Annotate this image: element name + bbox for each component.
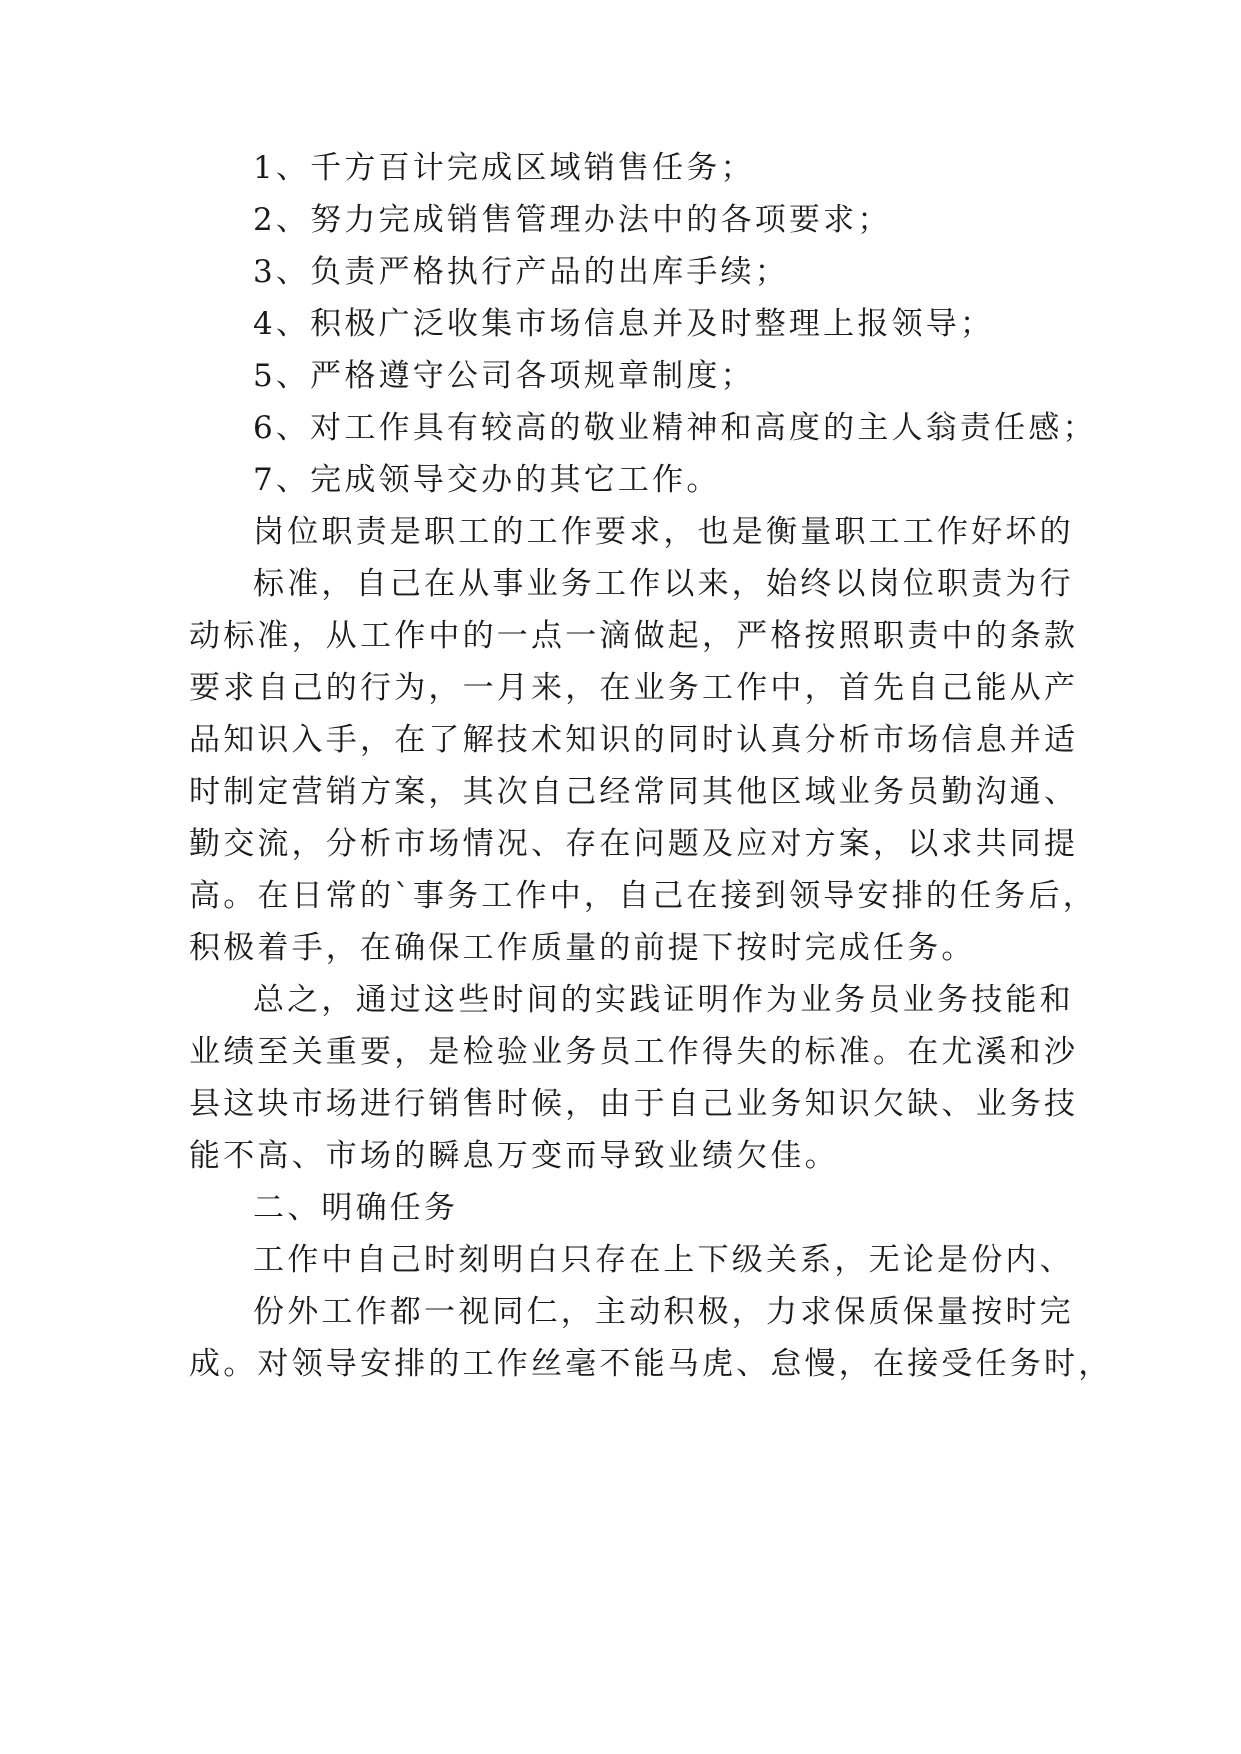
list-item-7: 7、完成领导交办的其它工作。	[253, 462, 721, 498]
paragraph-line: 勤交流，分析市场情况、存在问题及应对方案，以求共同提	[189, 826, 1079, 862]
list-item-2: 2、努力完成销售管理办法中的各项要求；	[253, 202, 892, 238]
paragraph-line: 品知识入手，在了解技术知识的同时认真分析市场信息并适	[189, 722, 1079, 758]
paragraph-line: 动标准，从工作中的一点一滴做起，严格按照职责中的条款	[189, 618, 1079, 654]
paragraph-line: 县这块市场进行销售时候，由于自己业务知识欠缺、业务技	[189, 1086, 1079, 1122]
paragraph-line: 份外工作都一视同仁，主动积极，力求保质保量按时完	[253, 1294, 1074, 1330]
section-heading: 二、明确任务	[253, 1190, 459, 1226]
paragraph-line: 成。对领导安排的工作丝毫不能马虎、怠慢，在接受任务时，	[189, 1346, 1113, 1382]
list-item-6: 6、对工作具有较高的敬业精神和高度的主人翁责任感；	[253, 410, 1097, 446]
list-item-5: 5、严格遵守公司各项规章制度；	[253, 358, 755, 394]
list-item-4: 4、积极广泛收集市场信息并及时整理上报领导；	[253, 306, 995, 342]
paragraph-line: 能不高、市场的瞬息万变而导致业绩欠佳。	[189, 1138, 839, 1174]
paragraph-line: 标准，自己在从事业务工作以来，始终以岗位职责为行	[253, 566, 1074, 602]
paragraph-line: 积极着手，在确保工作质量的前提下按时完成任务。	[189, 930, 976, 966]
paragraph-line: 时制定营销方案，其次自己经常同其他区域业务员勤沟通、	[189, 774, 1079, 810]
paragraph-line: 业绩至关重要，是检验业务员工作得失的标准。在尤溪和沙	[189, 1034, 1079, 1070]
paragraph-line: 工作中自己时刻明白只存在上下级关系，无论是份内、	[253, 1242, 1074, 1278]
paragraph-line: 总之，通过这些时间的实践证明作为业务员业务技能和	[253, 982, 1074, 1018]
list-item-1: 1、千方百计完成区域销售任务；	[253, 150, 755, 186]
paragraph-line: 岗位职责是职工的工作要求，也是衡量职工工作好坏的	[253, 514, 1074, 550]
list-item-3: 3、负责严格执行产品的出库手续；	[253, 254, 789, 290]
paragraph-line: 要求自己的行为，一月来，在业务工作中，首先自己能从产	[189, 670, 1079, 706]
paragraph-line: 高。在日常的`事务工作中，自己在接到领导安排的任务后，	[189, 878, 1097, 914]
